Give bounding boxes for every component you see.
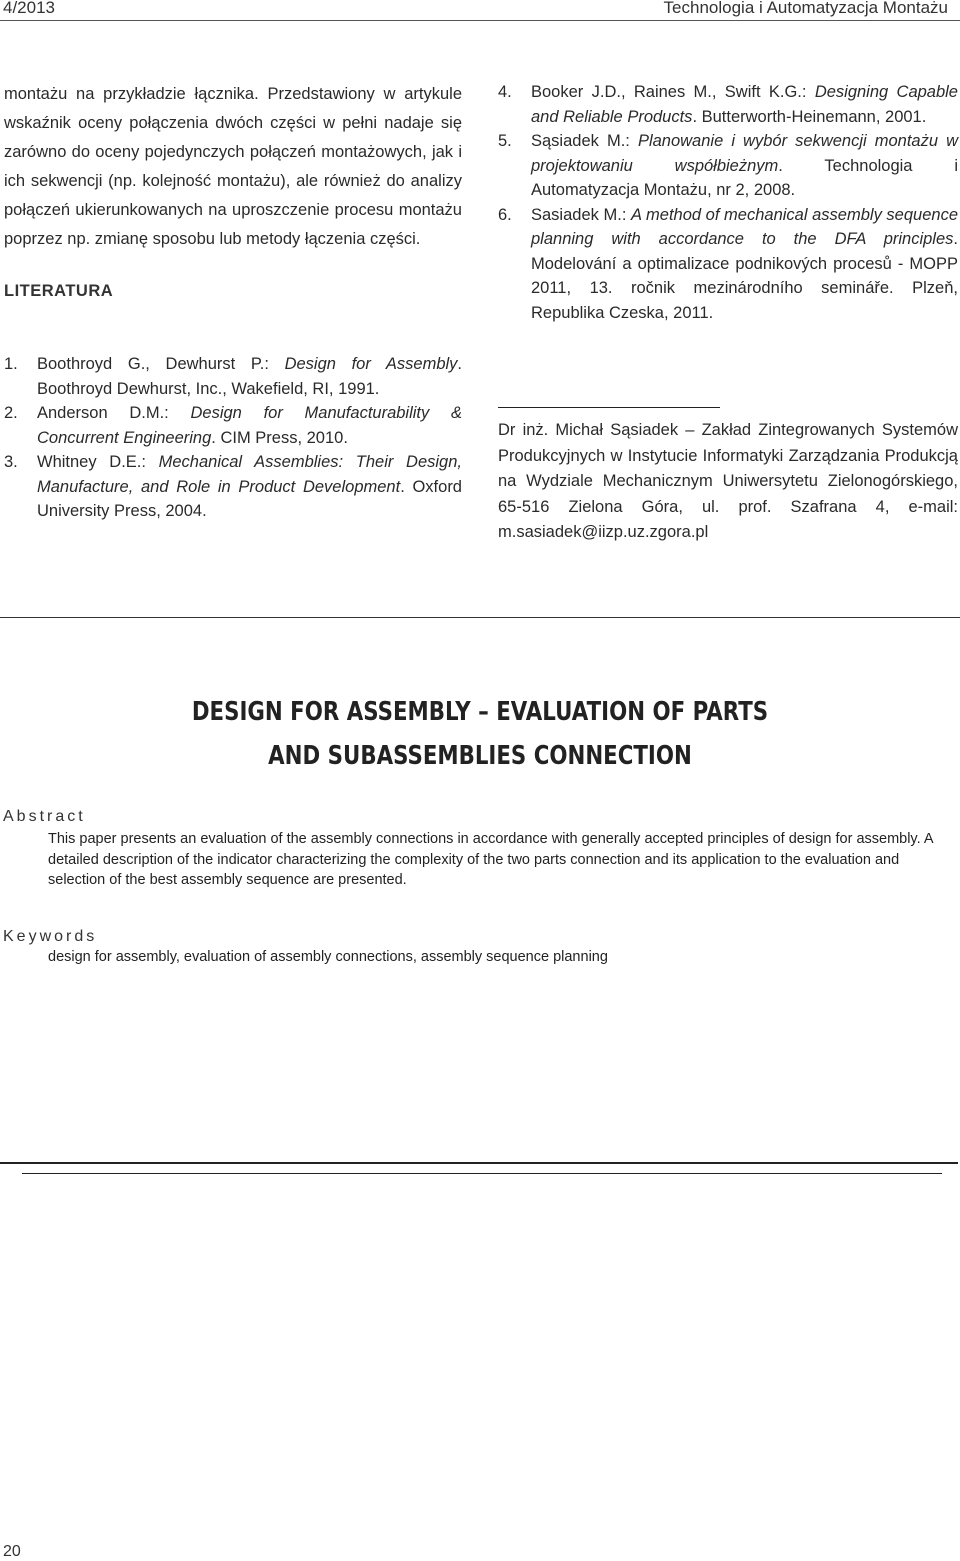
author-footnote-rule (498, 407, 720, 408)
footer-rule-thick (0, 1162, 958, 1164)
reference-item: 3. Whitney D.E.: Mechanical Assemblies: Their Design, Manufacture, and Role in Product Development. Oxford University Press, 2004. (4, 453, 462, 520)
reference-item: 6. Sasiadek M.: A method of mechanical assembly sequence planning with accordance to the DFA principles. Modelování a optimalizace podnikových procesů - MOPP 2011, 13. ročnik mezinárodního semináře. Plzeň, Republika Czeska, 2011. (498, 205, 958, 322)
english-title-line-1: DESIGN FOR ASSEMBLY – EVALUATION OF PARTS (191, 697, 769, 727)
english-title-line-2: AND SUBASSEMBLIES CONNECTION (268, 741, 692, 771)
keywords-text: design for assembly, evaluation of assembly connections, assembly sequence planning (48, 949, 608, 965)
journal-name: Technologia i Automatyzacja Montażu (663, 0, 948, 17)
reference-item: 4. Booker J.D., Raines M., Swift K.G.: Designing Capable and Reliable Products. Butterworth-Heinemann, 2001. (498, 83, 958, 126)
left-column (4, 80, 462, 301)
page-number: 20 (3, 1543, 21, 1560)
header-rule (0, 20, 960, 21)
page-header (0, 0, 960, 22)
abstract-label: Abstract (3, 808, 86, 825)
reference-item: 5. Sąsiadek M.: Planowanie i wybór sekwencji montażu w projektowaniu współbieżnym. Technologia i Automatyzacja Montażu, nr 2, 2008. (498, 132, 958, 199)
literature-heading: LITERATURA (4, 282, 114, 300)
footer-rule-thin (22, 1173, 942, 1174)
reference-item: 1. Boothroyd G., Dewhurst P.: Design for Assembly. Boothroyd Dewhurst, Inc., Wakefield, RI, 1991. (4, 355, 462, 398)
keywords-label: Keywords (3, 928, 98, 945)
abstract-text: This paper presents an evaluation of the assembly connections in accordance with generally accepted principles of design for assembly. A detailed description of the indicator characterizing the complexity of the two parts connection and its application to the evaluation and selection of the best assembly sequence are presented. (48, 831, 933, 888)
reference-item: 2. Anderson D.M.: Design for Manufacturability & Concurrent Engineering. CIM Press, 2010. (4, 404, 462, 447)
author-affiliation: Dr inż. Michał Sąsiadek – Zakład Zintegrowanych Systemów Produkcyjnych w Instytucie Informatyki Zarządzania Produkcją na Wydziale Mechanicznym Uniwersytetu Zielonogórskiego, 65-516 Zielona Góra, ul. prof. Szafrana 4, e-mail: m.sasiadek@iizp.uz.zgora.pl (498, 421, 958, 541)
references-list-right (498, 80, 958, 325)
references-list-left (4, 352, 462, 524)
english-title (86, 690, 873, 778)
issue-number: 4/2013 (3, 0, 55, 17)
section-divider (0, 617, 960, 618)
intro-paragraph: montażu na przykładzie łącznika. Przedstawiony w artykule wskaźnik oceny połączenia dwóch części w pełni nadaje się zarówno do oceny pojedynczych połączeń montażowych, jak i ich sekwencji (np. kolejność montażu), ale również do analizy połączeń ukierunkowanych na uproszczenie procesu montażu poprzez np. zmianę sposobu lub metody łączenia części. (4, 85, 462, 248)
